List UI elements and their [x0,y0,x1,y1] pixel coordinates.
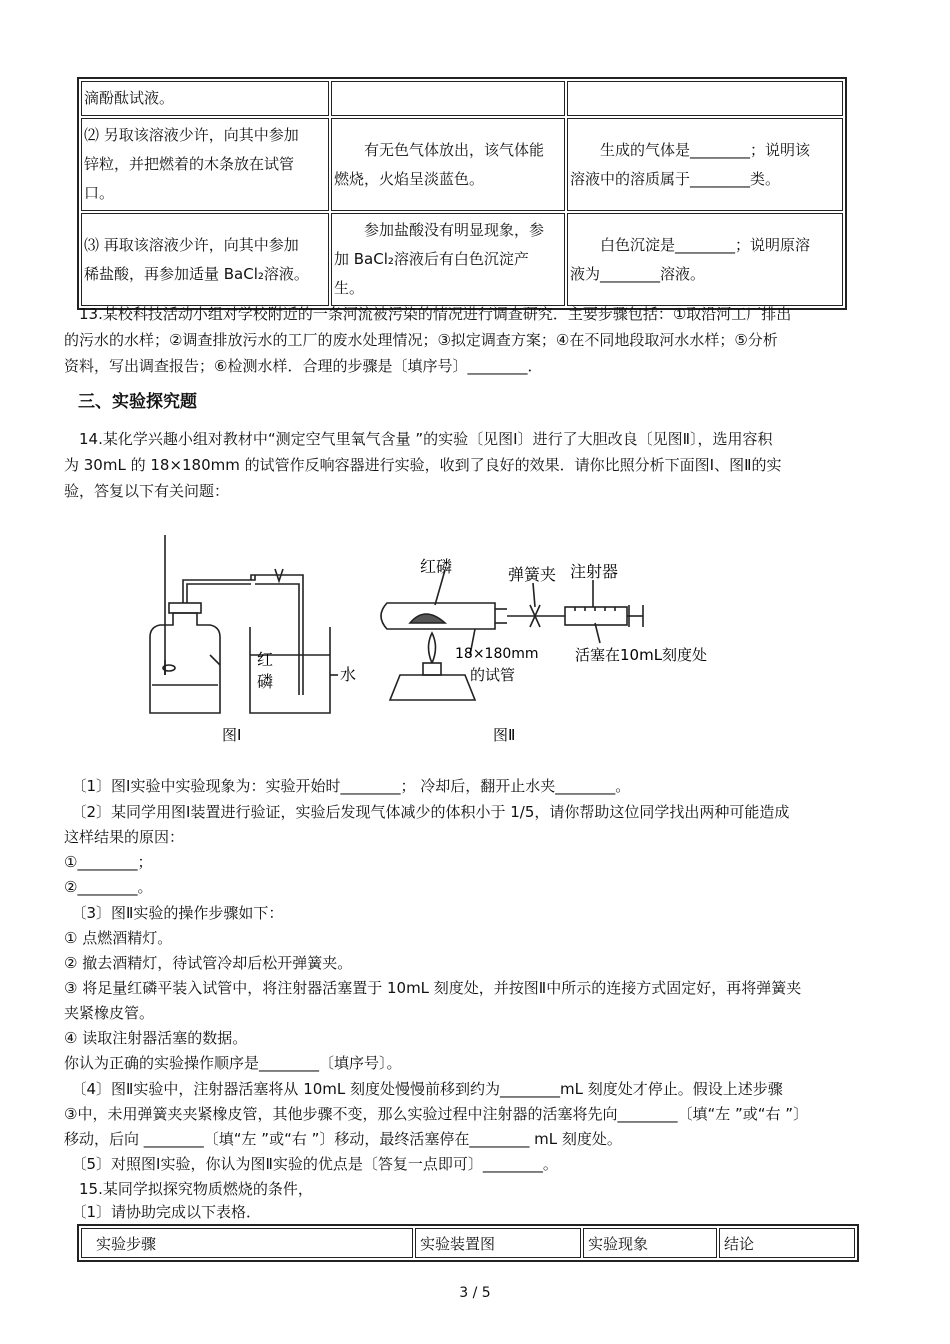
fig2-caption: 图Ⅱ [493,726,516,744]
table-cell: 滴酚酞试液。 [81,81,329,116]
q15-line: 15.某同学拟探究物质燃烧的条件， [64,1180,313,1198]
q14-line: ② 撤去酒精灯，待试管冷却后松开弹簧夹。 [64,954,353,972]
q14-line: 〔1〕图Ⅰ实验中实验现象为：实验开始时________； 冷却后，翻开止水夹________。 [64,777,631,795]
label-red-p-2: 磷 [257,672,274,691]
q14-line: ①________； [64,853,153,871]
table-header-cell: 结论 [719,1228,855,1258]
q15-line: 〔1〕请协助完成以下表格． [64,1203,262,1221]
q14-line: 〔3〕图Ⅱ实验的操作步骤如下： [64,904,284,922]
label-water: 水 [340,665,357,684]
label-syringe: 注射器 [570,562,619,581]
q13-line-1: 13.某校科技活动小组对学校附近的一条河流被污染的情况进行调查研究．主要步骤包括：①取沿河工厂排出 [64,305,792,323]
section-title: 三、实验探究题 [78,392,197,412]
label-tube-2: 的试管 [470,666,516,684]
table-header-cell: 实验装置图 [415,1228,581,1258]
table-cell: 参加盐酸没有明显现象，参 加 BaCl₂溶液后有白色沉淀产 生。 [331,213,565,306]
q14-line: 〔5〕对照图Ⅰ实验，你认为图Ⅱ实验的优点是〔答复一点即可〕________。 [64,1155,558,1173]
red-phosphorus [410,614,445,623]
stopper [169,603,201,613]
q14-line: ③中，未用弹簧夹夹紧橡皮管，其他步骤不变，那么实验过程中注射器的活塞将先向________〔填“左 ”或“右 ”〕 [64,1105,809,1123]
q14-line: ① 点燃酒精灯。 [64,929,173,947]
table-row [81,118,843,211]
q14-line: ③ 将足量红磷平装入试管中，将注射器活塞置于 10mL 刻度处，并按图Ⅱ中所示的连接方式固定好，再将弹簧夹 [64,979,802,997]
experiment-table-1 [77,77,847,310]
q14-line: 你认为正确的实验操作顺序是________〔填序号〕。 [64,1054,402,1072]
table-header-row [81,1228,855,1258]
table-cell [567,81,843,116]
q13-line-2: 的污水的水样；②调查排放污水的工厂的废水处理情况；③拟定调查方案；④在不同地段取河水水样；⑤分析 [64,331,778,349]
table-cell: 有无色气体放出，该气体能 燃烧，火焰呈淡蓝色。 [331,118,565,211]
label-red-p-1: 红 [257,650,274,669]
table-cell: 白色沉淀是________；说明原溶 液为________溶液。 [567,213,843,306]
table-header-cell: 实验现象 [583,1228,717,1258]
page-number: 3 / 5 [459,1285,491,1301]
q14-line: ②________。 [64,878,153,896]
label-tube-1: 18×180mm [455,646,539,662]
test-tube [381,603,495,629]
table-cell: ⑵ 另取该溶液少许，向其中参加 锌粒，并把燃着的木条放在试管 口。 [81,118,329,211]
q14-intro-line-1: 14.某化学兴趣小组对教材中“测定空气里氧气含量 ”的实验〔见图Ⅰ〕进行了大胆改良〔见图Ⅱ〕，选用容积 [64,430,773,448]
label-spring-clip: 弹簧夹 [508,565,557,584]
fig1-caption: 图Ⅰ [222,726,242,744]
table-header-cell: 实验步骤 [81,1228,413,1258]
bottle [150,613,220,713]
table-row [81,213,843,306]
alcohol-lamp [390,675,475,700]
beaker [250,627,330,713]
table-cell [331,81,565,116]
table-cell: 生成的气体是________；说明该 溶液中的溶质属于________类。 [567,118,843,211]
q14-line: 〔4〕图Ⅱ实验中，注射器活塞将从 10mL 刻度处慢慢前移到约为________mL 刻度处才停止。假设上述步骤 [64,1080,783,1098]
table-cell: ⑶ 再取该溶液少许，向其中参加 稀盐酸，再参加适量 BaCl₂溶液。 [81,213,329,306]
q13-line-3: 资料，写出调查报告；⑥检测水样．合理的步骤是〔填序号〕________． [64,357,543,375]
q14-line: 这样结果的原因： [64,828,185,846]
q14-line: 移动，后向 ________〔填“左 ”或“右 ”〕移动，最终活塞停在________ mL 刻度处。 [64,1130,622,1148]
q14-line: ④ 读取注射器活塞的数据。 [64,1029,248,1047]
label-red-phosphorus: 红磷 [420,557,453,576]
flame [429,633,436,663]
label-piston: 活塞在10mL刻度处 [575,646,708,664]
q14-line: 〔2〕某同学用图Ⅰ装置进行验证，实验后发现气体减少的体积小于 1/5，请你帮助这位同学找出两种可能造成 [64,803,790,821]
delivery-tube [183,575,255,603]
table-row [81,81,843,116]
q14-line: 夹紧橡皮管。 [64,1004,155,1022]
q14-intro-line-2: 为 30mL 的 18×180mm 的试管作反响容器进行实验，收到了良好的效果．请你比照分析下面图Ⅰ、图Ⅱ的实 [64,456,782,474]
experiment-table-2 [77,1224,859,1262]
apparatus-figure [125,525,725,750]
q14-intro-line-3: 验，答复以下有关问题： [64,482,230,500]
